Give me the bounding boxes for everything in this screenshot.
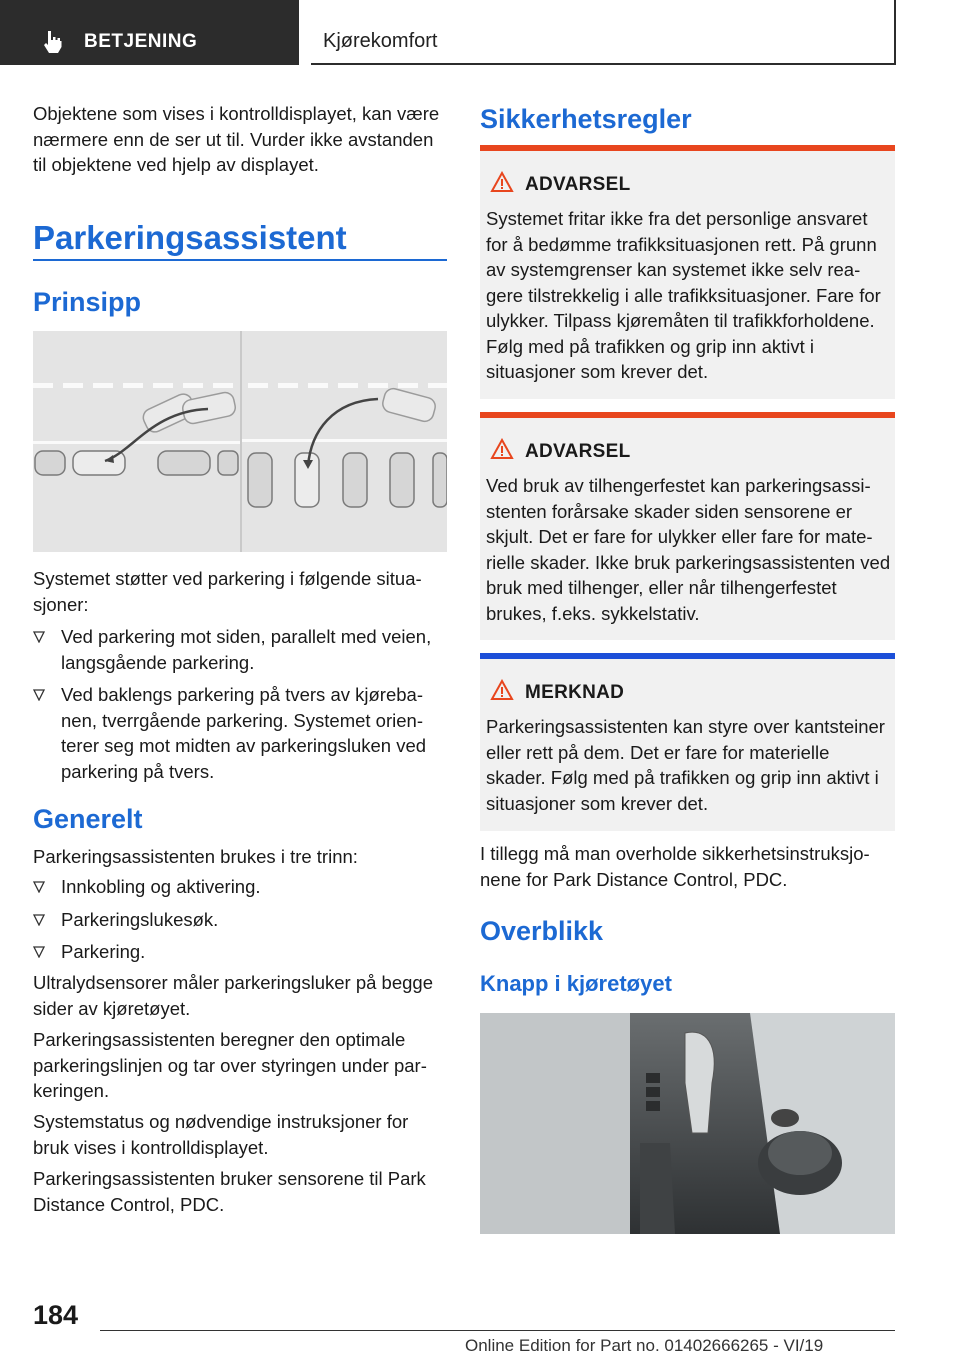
triangle-bullet-icon [33,914,45,926]
warning-bar [480,145,895,151]
warning-text: Systemet fritar ikke fra det personlige ansvaret for å bedømme trafikksituasjonen rett. På grunn av systemgrenser kan systemet ikke selv reagere tilstrekkelig i alle trafikksituasjoner. Fare for ulykker. Tilpass kjøremåten til trafikkforholdene. Følg med på trafikken og grip inn aktivt i situasjoner som krever det. [486,208,881,382]
footer-divider [100,1330,895,1331]
warning-text: Ved bruk av tilhengerfestet kan parkeringsassistenten forårsake skader siden sensorene er skjult. Det er fare for ulykker eller fare for materielle skader. Ikke bruk parkeringsassistenten ved bruk med tilhenger, eller når tilhengerfestet brukes, f.eks. sykkelstativ. [486,475,891,624]
paragraph-sensors: Ultralydsensorer måler parkeringsluker på begge sider av kjøretøyet. [33,972,433,1019]
generelt-intro: Parkeringsassistenten brukes i tre trinn: [33,846,358,867]
page-number: 184 [33,1300,79,1330]
list-item: Parkering. [33,939,447,965]
triangle-bullet-icon [33,631,45,643]
section-label: BETJENING [84,31,198,52]
warning-bar [480,412,895,418]
paragraph-pdc: Parkeringsassistenten bruker sensorene til Park Distance Control, PDC. [33,1168,426,1215]
list-item: Innkobling og aktivering. [33,874,447,900]
heading-overblikk: Overblikk [480,916,604,946]
prinsipp-list [33,624,447,791]
note-bar [480,653,895,659]
chapter-title: Kjørekomfort [323,30,438,52]
heading-knapp: Knapp i kjøretøyet [480,971,672,996]
generelt-list [33,874,447,972]
warning-triangle-icon [490,171,514,193]
warning-triangle-icon [490,679,514,701]
heading-generelt: Generelt [33,804,143,834]
car-interior-photo [480,1013,895,1234]
triangle-bullet-icon [33,946,45,958]
warning-triangle-icon [490,438,514,460]
list-item: Parkeringslukesøk. [33,907,447,933]
warning-box-1 [480,145,895,399]
hand-pointer-icon [40,28,66,54]
intro-paragraph: Objektene som vises i kontrolldisplayet, kan være nærmere enn de ser ut til. Vurder ikke avstanden til objektene ved hjelp av displayet. [33,103,440,175]
warning-box-2 [480,412,895,640]
prinsipp-paragraph: Systemet støtter ved parkering i følgende situasjoner: [33,568,422,615]
triangle-bullet-icon [33,881,45,893]
note-text: Parkeringsassistenten kan styre over kantsteiner eller rett på dem. Det er fare for materielle skader. Følg med på trafikken og grip inn aktivt i situasjoner som krever det. [486,716,885,814]
warning-title: ADVARSEL [525,174,631,195]
heading-sikkerhetsregler: Sikkerhetsregler [480,104,692,134]
paragraph-parking-line: Parkeringsassistenten beregner den optimale parkeringslinjen og tar over styringen under parkeringen. [33,1029,427,1101]
list-item: Ved baklengs parkering på tvers av kjørebanen, tverrgående parkering. Systemet orienterer seg mot midten av parkeringsluken ved parkering på tvers. [33,682,447,784]
heading-underline [33,259,447,261]
heading-prinsipp: Prinsipp [33,287,142,317]
edition-text: Online Edition for Part no. 01402666265 - VI/19 [465,1336,824,1355]
list-item: Ved parkering mot siden, parallelt med veien, langsgående parkering. [33,624,447,675]
safety-paragraph: I tillegg må man overholde sikkerhetsinstruksjonene for Park Distance Control, PDC. [480,843,870,890]
note-box [480,653,895,831]
note-title: MERKNAD [525,682,625,703]
section-tab [0,0,299,65]
parking-illustration [33,331,447,552]
warning-title: ADVARSEL [525,441,631,462]
heading-parkeringsassistent: Parkeringsassistent [33,219,347,256]
chapter-header [311,0,896,65]
triangle-bullet-icon [33,689,45,701]
paragraph-status: Systemstatus og nødvendige instruksjoner for bruk vises i kontrolldisplayet. [33,1111,409,1158]
